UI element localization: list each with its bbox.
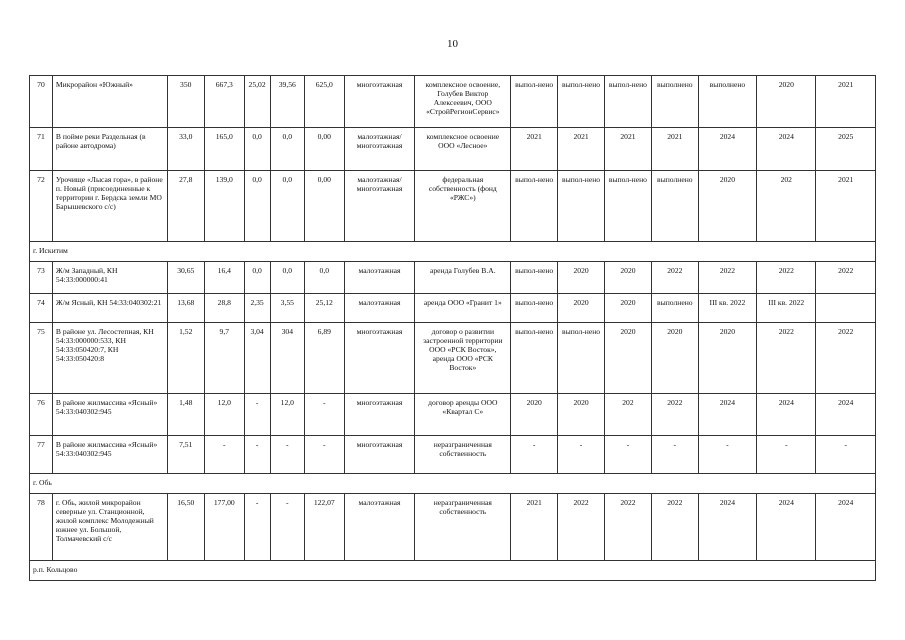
table-cell: малоэтажная	[344, 494, 415, 561]
table-row	[30, 171, 876, 242]
table-cell: 2022	[816, 262, 876, 294]
table-cell: 2020	[651, 323, 698, 394]
table-cell: 0,0	[244, 262, 270, 294]
table-cell: -	[698, 436, 756, 474]
table-cell: 2024	[698, 128, 756, 171]
table-cell: выпол-нено	[605, 171, 652, 242]
table-cell: договор аренды ООО «Квартал С»	[415, 394, 511, 436]
table-cell: 2022	[757, 323, 816, 394]
row-number-cell: 76	[30, 394, 53, 436]
table-cell: 2021	[511, 128, 558, 171]
table-cell: 12,0	[270, 394, 304, 436]
table-cell: выполнено	[651, 76, 698, 128]
table-cell: 2021	[558, 128, 605, 171]
table-cell: 27,8	[167, 171, 205, 242]
table-cell: 2022	[651, 262, 698, 294]
table-cell: 33,0	[167, 128, 205, 171]
table-cell: III кв. 2022	[757, 294, 816, 323]
table-cell: 39,56	[270, 76, 304, 128]
table-cell: 9,7	[205, 323, 245, 394]
table-cell: -	[605, 436, 652, 474]
table-cell: 7,51	[167, 436, 205, 474]
table-cell: 2024	[816, 494, 876, 561]
table-cell: 2022	[558, 494, 605, 561]
table-cell: 6,89	[304, 323, 344, 394]
table-cell: малоэтажная	[344, 262, 415, 294]
table-cell: 177,00	[205, 494, 245, 561]
table-cell: 0,0	[244, 171, 270, 242]
table-cell: 2021	[605, 128, 652, 171]
table-cell: 2024	[698, 394, 756, 436]
table-cell: 0,00	[304, 171, 344, 242]
table-cell: неразграниченная собственность	[415, 436, 511, 474]
table-cell: 2020	[757, 76, 816, 128]
table-cell: 667,3	[205, 76, 245, 128]
table-cell: 2020	[558, 294, 605, 323]
table-cell: 2022	[651, 394, 698, 436]
table-cell: 2022	[698, 262, 756, 294]
table-cell: 2020	[698, 323, 756, 394]
row-number-cell: 74	[30, 294, 53, 323]
table-cell	[816, 294, 876, 323]
table-cell: 2024	[757, 128, 816, 171]
table-cell: -	[205, 436, 245, 474]
table-cell: выпол-нено	[511, 323, 558, 394]
table-cell: -	[244, 494, 270, 561]
row-number-cell: 71	[30, 128, 53, 171]
plan-table	[29, 75, 876, 581]
table-cell: выполнено	[698, 76, 756, 128]
table-cell: 304	[270, 323, 304, 394]
section-row	[30, 561, 876, 581]
table-cell: 2021	[511, 494, 558, 561]
table-cell: -	[270, 436, 304, 474]
table-cell: 2022	[605, 494, 652, 561]
table-cell: III кв. 2022	[698, 294, 756, 323]
table-cell: 202	[605, 394, 652, 436]
table-cell: выпол-нено	[558, 323, 605, 394]
site-name-cell: г. Обь, жилой микрорайон северные ул. Станционной, жилой комплекс Молодежный южнее ул. Большой, Толмачевский с/с	[52, 494, 167, 561]
table-cell: 2020	[605, 323, 652, 394]
table-cell: 25,02	[244, 76, 270, 128]
table-cell: 2020	[511, 394, 558, 436]
table-cell: выпол-нено	[558, 171, 605, 242]
table-cell: 2021	[816, 76, 876, 128]
table-cell: 2024	[757, 494, 816, 561]
table-cell: 2022	[816, 323, 876, 394]
table-row	[30, 262, 876, 294]
table-cell: -	[558, 436, 605, 474]
table-cell: 2024	[757, 394, 816, 436]
table-cell: выпол-нено	[511, 294, 558, 323]
section-row	[30, 474, 876, 494]
table-cell: 16,4	[205, 262, 245, 294]
table-cell: 202	[757, 171, 816, 242]
table-cell: 2022	[651, 494, 698, 561]
table-row	[30, 128, 876, 171]
site-name-cell: В районе жилмассива «Ясный» 54:33:040302:945	[52, 394, 167, 436]
table-cell: 25,12	[304, 294, 344, 323]
table-cell: выпол-нено	[511, 171, 558, 242]
table-cell: -	[270, 494, 304, 561]
table-row	[30, 323, 876, 394]
table-cell: многоэтажная	[344, 323, 415, 394]
table-cell: выпол-нено	[558, 76, 605, 128]
table-cell: 12,0	[205, 394, 245, 436]
table-cell: -	[244, 436, 270, 474]
row-number-cell: 73	[30, 262, 53, 294]
table-cell: малоэтажная	[344, 294, 415, 323]
table-cell: выполнено	[651, 171, 698, 242]
table-cell: 3,04	[244, 323, 270, 394]
table-cell: многоэтажная	[344, 436, 415, 474]
site-name-cell: Микрорайон «Южный»	[52, 76, 167, 128]
table-cell: -	[816, 436, 876, 474]
site-name-cell: Урочище «Лысая гора», в районе п. Новый (присоединенные к территории г. Бердска земли МО Барышевского с/с)	[52, 171, 167, 242]
table-cell: -	[757, 436, 816, 474]
site-name-cell: Ж/м Западный, КН 54:33:000000:41	[52, 262, 167, 294]
section-label: г. Искитим	[30, 242, 876, 262]
table-cell: 2020	[558, 394, 605, 436]
table-cell: многоэтажная	[344, 394, 415, 436]
table-cell: 0,0	[270, 128, 304, 171]
site-name-cell: В районе ул. Лесостепная, КН 54:33:000000:533, КН 54:33:050420:7, КН 54:33:050420:8	[52, 323, 167, 394]
table-cell: 165,0	[205, 128, 245, 171]
table-row	[30, 436, 876, 474]
section-label: г. Обь	[30, 474, 876, 494]
section-row	[30, 242, 876, 262]
table-cell: выпол-нено	[511, 76, 558, 128]
table-cell: 2021	[816, 171, 876, 242]
table-cell: комплексное освоение ООО «Лесное»	[415, 128, 511, 171]
table-cell: 2024	[816, 394, 876, 436]
table-row	[30, 494, 876, 561]
table-cell: 122,07	[304, 494, 344, 561]
table-cell: -	[244, 394, 270, 436]
table-cell: 0,0	[270, 171, 304, 242]
table-cell: 625,0	[304, 76, 344, 128]
row-number-cell: 78	[30, 494, 53, 561]
table-cell: малоэтажная/ многоэтажная	[344, 171, 415, 242]
table-cell: многоэтажная	[344, 76, 415, 128]
table-cell: выполнено	[651, 294, 698, 323]
table-row	[30, 394, 876, 436]
table-cell: 28,8	[205, 294, 245, 323]
table-cell: 2025	[816, 128, 876, 171]
table-cell: 2022	[757, 262, 816, 294]
table-cell: 0,0	[270, 262, 304, 294]
table-cell: 16,50	[167, 494, 205, 561]
table-cell: 3,55	[270, 294, 304, 323]
table-cell: аренда ООО «Гранит 1»	[415, 294, 511, 323]
table-cell: 0,0	[244, 128, 270, 171]
table-cell: 2024	[698, 494, 756, 561]
table-cell: комплексное освоение, Голубев Виктор Алексеевич, ООО «СтройРегионСервис»	[415, 76, 511, 128]
table-cell: 350	[167, 76, 205, 128]
row-number-cell: 72	[30, 171, 53, 242]
table-row	[30, 294, 876, 323]
table-cell: аренда Голубев В.А.	[415, 262, 511, 294]
site-name-cell: В районе жилмассива «Ясный» 54:33:040302:945	[52, 436, 167, 474]
section-label: р.п. Кольцово	[30, 561, 876, 581]
table-cell: 30,65	[167, 262, 205, 294]
table-cell: договор о развитии застроенной территории ООО «РСК Восток», аренда ООО «РСК Восток»	[415, 323, 511, 394]
table-cell: 2021	[651, 128, 698, 171]
table-cell: 0,0	[304, 262, 344, 294]
table-cell: 0,00	[304, 128, 344, 171]
table-cell: выпол-нено	[605, 76, 652, 128]
site-name-cell: Ж/м Ясный, КН 54:33:040302:21	[52, 294, 167, 323]
row-number-cell: 70	[30, 76, 53, 128]
table-cell: малоэтажная/ многоэтажная	[344, 128, 415, 171]
table-cell: 1,48	[167, 394, 205, 436]
table-row	[30, 76, 876, 128]
table-cell: неразграниченная собственность	[415, 494, 511, 561]
table-cell: 2020	[558, 262, 605, 294]
row-number-cell: 75	[30, 323, 53, 394]
table-cell: 2020	[698, 171, 756, 242]
table-cell: -	[651, 436, 698, 474]
table-cell: -	[511, 436, 558, 474]
table-cell: 2,35	[244, 294, 270, 323]
table-cell: 2020	[605, 294, 652, 323]
table-cell: -	[304, 394, 344, 436]
row-number-cell: 77	[30, 436, 53, 474]
table-cell: выпол-нено	[511, 262, 558, 294]
table-cell: 13,68	[167, 294, 205, 323]
table-cell: 139,0	[205, 171, 245, 242]
site-name-cell: В пойме реки Раздельная (в районе автодрома)	[52, 128, 167, 171]
table-cell: 1,52	[167, 323, 205, 394]
table-cell: 2020	[605, 262, 652, 294]
table-cell: федеральная собственность (фонд «РЖС»)	[415, 171, 511, 242]
table-cell: -	[304, 436, 344, 474]
page-number: 10	[447, 38, 458, 50]
